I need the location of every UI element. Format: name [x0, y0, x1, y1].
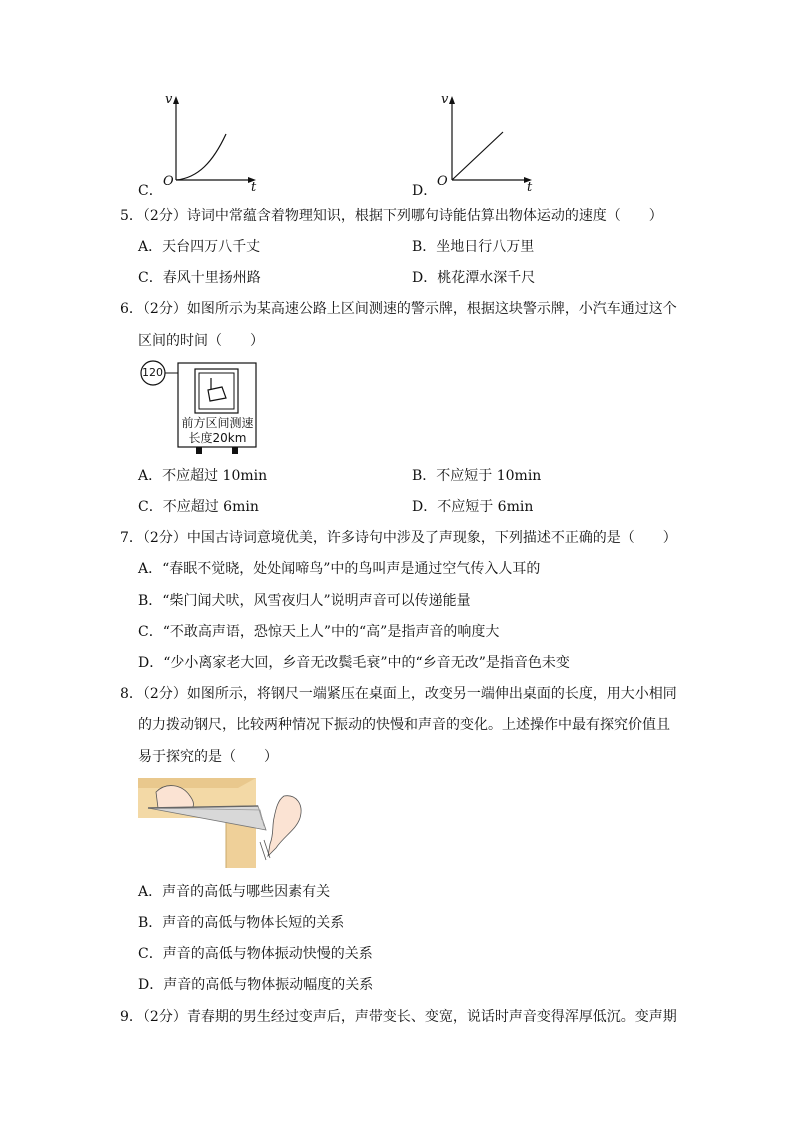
sign-text-line1: 前方区间测速 [181, 416, 254, 430]
q6-option-d[interactable]: D．不应短于 6min [412, 499, 534, 515]
speed-sign-figure [138, 360, 268, 460]
graph-c [138, 92, 268, 198]
q6-option-b[interactable]: B．不应短于 10min [412, 468, 542, 484]
q8-stem-line1: 8．（2分）如图所示，将钢尺一端紧压在桌面上，改变另一端伸出桌面的长度，用大小相同 [120, 686, 677, 702]
q8-option-b[interactable]: B．声音的高低与物体长短的关系 [138, 915, 345, 931]
q5-stem: 5．（2分）诗词中常蕴含着物理知识，根据下列哪句诗能估算出物体运动的速度（ ） [120, 208, 663, 224]
q7-option-a[interactable]: A．“春眠不觉晓，处处闻啼鸟”中的鸟叫声是通过空气传入人耳的 [138, 561, 541, 577]
q7-option-c[interactable]: C．“不敢高声语，恐惊天上人”中的“高”是指声音的响度大 [138, 624, 500, 640]
graph-d-svg [412, 92, 542, 198]
graph-d-origin-label: O [437, 174, 448, 189]
q9-stem-line1: 9．（2分）青春期的男生经过变声后，声带变长、变宽，说话时声音变得浑厚低沉。变声期 [120, 1009, 677, 1025]
q8-option-a[interactable]: A．声音的高低与哪些因素有关 [138, 884, 331, 900]
q8-option-d[interactable]: D．声音的高低与物体振动幅度的关系 [138, 977, 374, 993]
q5-option-c[interactable]: C．春风十里扬州路 [138, 270, 261, 286]
graph-c-origin-label: O [163, 174, 174, 189]
speed-limit-value: 120 [142, 366, 163, 379]
graph-c-v-axis-label: v [165, 92, 173, 107]
q5-option-a[interactable]: A．天台四万八千丈 [138, 239, 261, 255]
q7-stem: 7．（2分）中国古诗词意境优美，许多诗句中涉及了声现象，下列描述不正确的是（ ） [120, 530, 677, 546]
graph-d-v-axis-label: v [441, 92, 449, 107]
q7-option-b[interactable]: B．“柴门闻犬吠，风雪夜归人”说明声音可以传递能量 [138, 593, 471, 609]
q6-stem-line2: 区间的时间（ ） [138, 333, 264, 349]
q8-option-c[interactable]: C．声音的高低与物体振动快慢的关系 [138, 946, 373, 962]
graph-c-label: C． [138, 183, 163, 199]
q5-option-d[interactable]: D．桃花潭水深千尺 [412, 270, 536, 286]
q8-stem-line3: 易于探究的是（ ） [138, 749, 278, 765]
graph-d [412, 92, 542, 198]
sign-text-line2: 长度20km [188, 431, 247, 445]
ruler-figure [138, 778, 308, 868]
q6-stem-line1: 6．（2分）如图所示为某高速公路上区间测速的警示牌，根据这块警示牌，小汽车通过这个 [120, 301, 677, 317]
q6-option-a[interactable]: A．不应超过 10min [138, 468, 268, 484]
graph-d-t-axis-label: t [527, 180, 533, 195]
q6-option-c[interactable]: C．不应超过 6min [138, 499, 259, 515]
q5-option-b[interactable]: B．坐地日行八万里 [412, 239, 535, 255]
graph-d-label: D． [412, 183, 438, 199]
q7-option-d[interactable]: D．“少小离家老大回，乡音无改鬓毛衰”中的“乡音无改”是指音色未变 [138, 655, 570, 671]
ruler-figure-svg [138, 778, 308, 868]
graph-c-svg [138, 92, 268, 198]
graph-c-t-axis-label: t [251, 180, 257, 195]
q8-stem-line2: 的力拨动钢尺，比较两种情况下振动的快慢和声音的变化。上述操作中最有探究价值且 [138, 717, 670, 733]
